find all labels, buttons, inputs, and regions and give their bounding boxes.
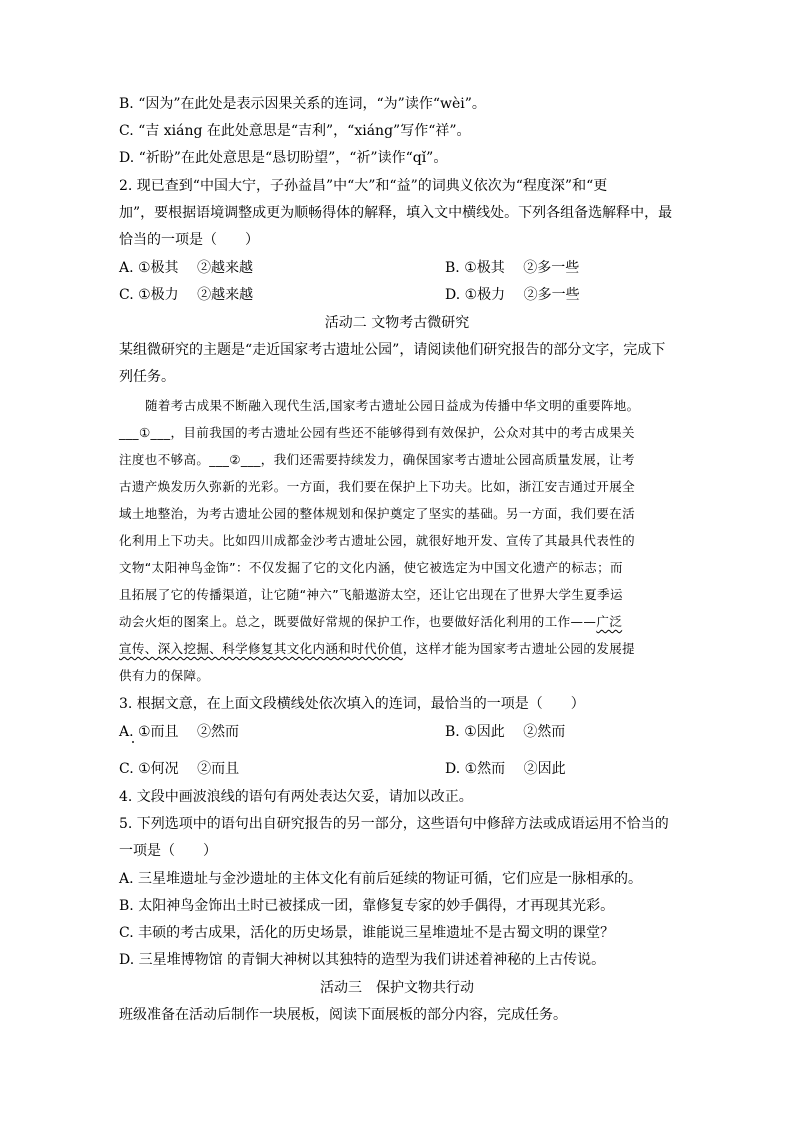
q3-stem: 3. 根据文意，在上面文段横线处依次填入的连词，最恰当的一项是（ ） [119,696,585,712]
wavy-underlined-phrase-part-2: 宣传、深入挖掘、科学修复其文化内涵和时代价值 [119,641,403,656]
q5-option-a: A. 三星堆遗址与金沙遗址的主体文化有前后延续的物证可循，它们应是一脉相承的。 [119,871,643,887]
q3-option-d: D. ①然而 ②因此 [445,761,566,777]
q5-option-d: D. 三星堆博物馆 的青铜大神树以其独特的造型为我们讲述着神秘的上古传说。 [119,952,606,968]
q2-stem-line-3: 恰当的一项是（ ） [119,232,259,248]
activity2-intro-line-1: 某组微研究的主题是“走近国家考古遗址公园”，请阅读他们研究报告的部分文字，完成下 [119,342,666,358]
q4-stem: 4. 文段中画波浪线的语句有两处表达欠妥，请加以改正。 [119,789,473,805]
activity3-intro: 班级准备在活动后制作一块展板，阅读下面展板的部分内容，完成任务。 [119,1007,567,1023]
q5-stem-line-1: 5. 下列选项中的语句出自研究报告的另一部分，这些语句中修辞方法或成语运用不恰当的 [119,816,669,832]
activity2-intro-line-2: 列任务。 [119,369,175,385]
passage-line-9-text: 动会火炬的图案上。总之，既要做好常规的保护工作，也要做好活化利用的工作—— [119,614,597,629]
passage-line-7: 文物“太阳神鸟金饰”：不仅发掘了它的文化内涵，使它被选定为中国文化遗产的标志；而 [119,560,623,575]
q3-option-c: C. ①何况 ②而且 [119,761,240,777]
q3-option-a: A. ①而且 ②然而 [119,724,240,740]
q2-stem-line-1: 2. 现已查到“中国大宁，子孙益昌”中“大”和“益”的词典义依次为“程度深”和“更 [119,178,608,194]
q5-stem-line-2: 一项是（ ） [119,843,217,859]
passage-line-3: 注度也不够高。___②___，我们还需要持续发力，确保国家考古遗址公园高质量发展，让考 [119,452,635,467]
q1-option-c: C. “吉 xiáng 在此处意思是“吉利”，“xiáng”写作“祥”。 [119,123,471,139]
activity2-title: 活动二 文物考古微研究 [324,315,470,331]
passage-line-5: 域土地整治，为考古遗址公园的整体规划和保护奠定了坚实的基础。另一方面，我们要在活 [119,506,636,521]
q2-stem-line-2: 加”，要根据语境调整成更为顺畅得体的解释，填入文中横线处。下列各组备选解释中，最 [119,205,673,221]
passage-line-4: 古遗产焕发历久弥新的光彩。一方面，我们要在保护上下功夫。比如，浙江安吉通过开展全 [119,479,636,494]
q2-option-d: D. ①极力 ②多一些 [445,287,580,303]
passage-line-6: 化利用上下功夫。比如四川成都金沙考古遗址公园，就很好地开发、宣传了其最具代表性的 [119,533,636,548]
q2-option-a: A. ①极其 ②越来越 [119,260,254,276]
passage-line-10 [119,639,635,659]
passage-line-2: ___①___，目前我国的考古遗址公园有些还不能够得到有效保护，公众对其中的考古成果关 [119,425,635,440]
q2-option-c: C. ①极力 ②越来越 [119,287,254,303]
passage-line-11: 供有力的保障。 [119,668,210,683]
q5-option-c: C. 丰硕的考古成果，活化的历史场景，谁能说三星堆遗址不是古蜀文明的课堂？ [119,925,615,941]
q5-option-b: B. 太阳神鸟金饰出土时已被揉成一团，靠修复专家的妙手偶得，才再现其光彩。 [119,898,615,914]
stray-dot-mark [132,741,134,743]
passage-line-8: 且拓展了它的传播渠道，让它随“神六”飞船遨游太空，还让它出现在了世界大学生夏季运 [119,587,623,602]
passage-line-10-rest: ，这样才能为国家考古遗址公园的发展提 [402,641,636,656]
passage-line-1: 随着考古成果不断融入现代生活,国家考古遗址公园日益成为传播中华文明的重要阵地。 [145,398,640,413]
q1-option-d: D. “祈盼”在此处意思是“恳切盼望”，“祈”读作“qǐ”。 [119,150,448,166]
q1-option-b: B. “因为”在此处是表示因果关系的连词，“为”读作“wèi”。 [119,96,486,112]
q3-option-b: B. ①因此 ②然而 [445,724,566,740]
activity3-title: 活动三 保护文物共行动 [320,980,474,996]
q2-option-b: B. ①极其 ②多一些 [445,260,580,276]
wavy-underlined-phrase-part-1: 广泛 [596,614,623,629]
passage-line-9 [119,612,622,632]
